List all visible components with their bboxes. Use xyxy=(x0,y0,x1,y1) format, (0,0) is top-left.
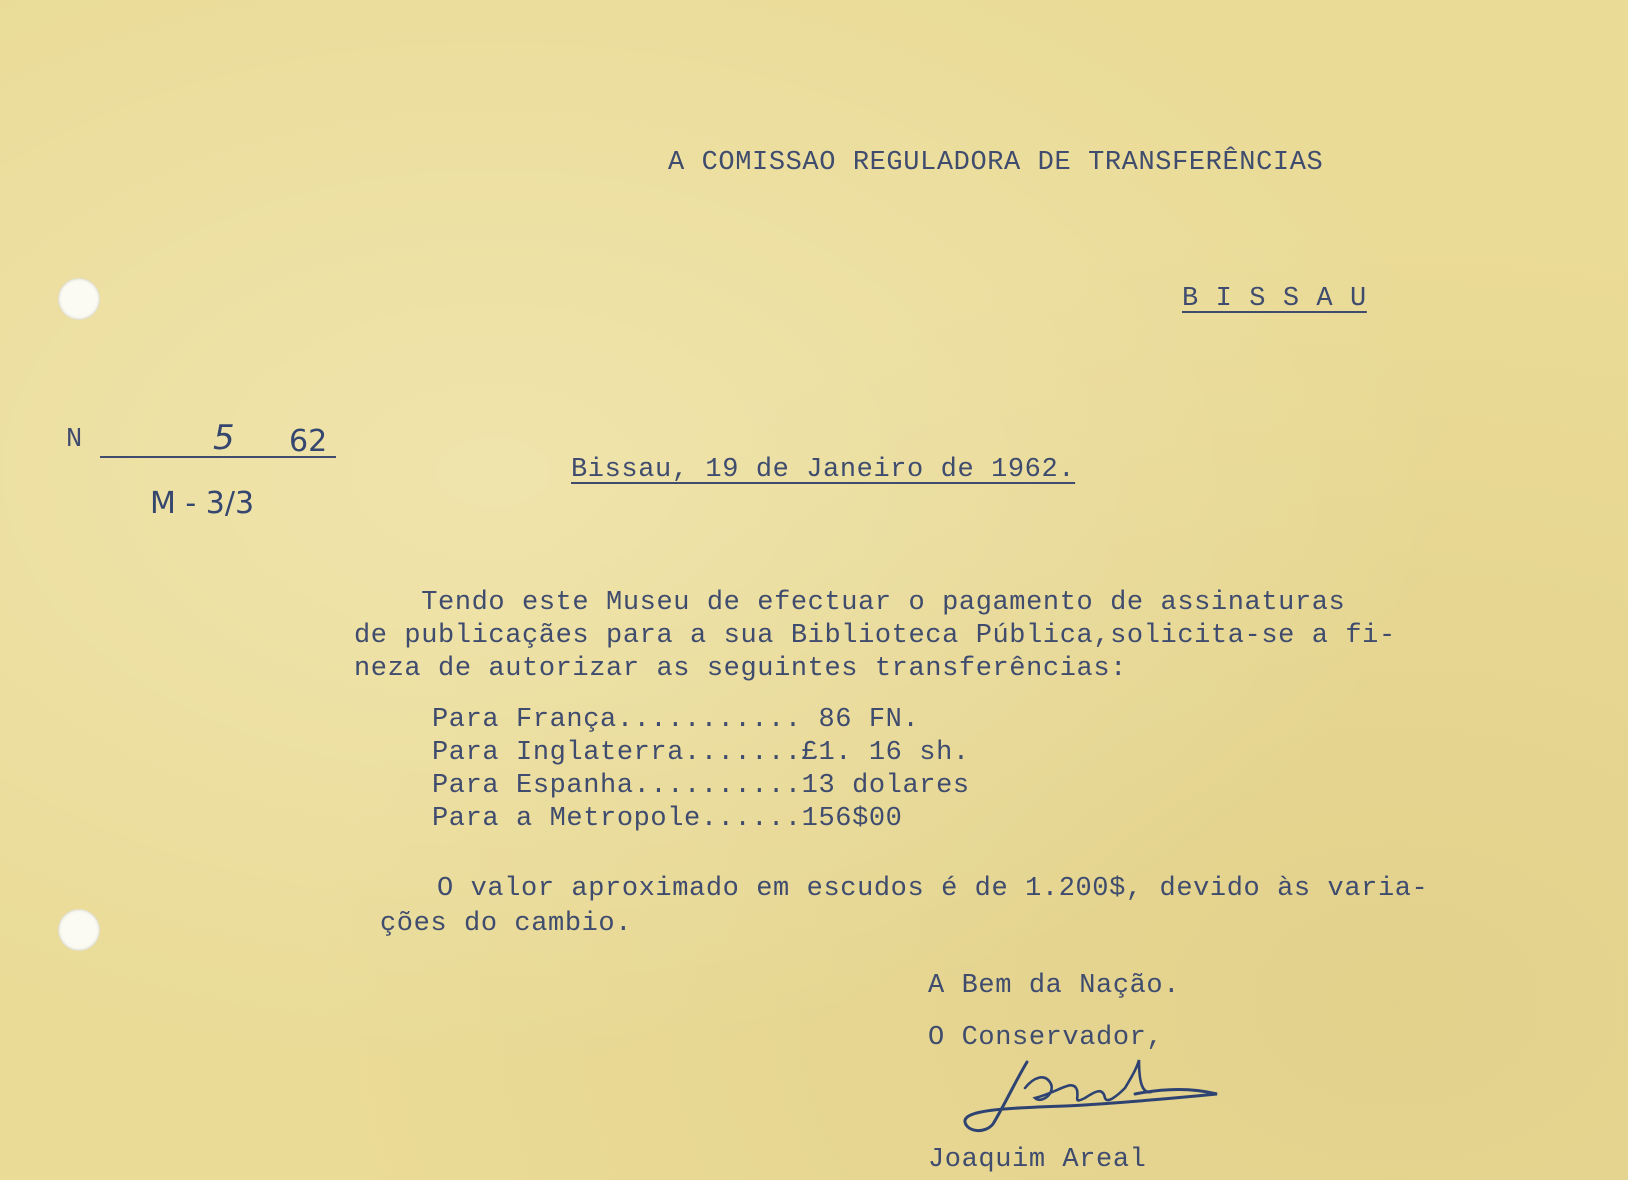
punch-hole-top xyxy=(58,278,100,320)
body-line: de publicaçães para a sua Biblioteca Pública,solicita-se a fi- xyxy=(354,621,1396,651)
punch-hole-bottom xyxy=(58,909,100,951)
date-line: Bissau, 19 de Janeiro de 1962. xyxy=(571,455,1076,485)
transfer-item: Para a Metropole......156$00 xyxy=(432,804,903,834)
reference-prefix: N xyxy=(66,425,83,455)
transfer-item: Para França........... 86 FN. xyxy=(432,705,920,735)
salutation: A Bem da Nação. xyxy=(928,971,1181,1001)
scan-edge xyxy=(1628,0,1643,1180)
transfer-item: Para Inglaterra.......£1. 16 sh. xyxy=(432,738,970,768)
signature xyxy=(955,1048,1235,1138)
closing-line: ções do cambio. xyxy=(380,909,633,939)
body-line: Tendo este Museu de efectuar o pagamento de assinaturas xyxy=(354,588,1346,618)
reference-handwritten-number: 5 xyxy=(213,418,235,458)
reference-year: 62 xyxy=(289,424,328,459)
reference-file-code: M - 3/3 xyxy=(150,486,255,521)
signer-name: Joaquim Areal xyxy=(928,1145,1147,1175)
location-heading: B I S S A U xyxy=(1182,284,1367,314)
addressee-line: A COMISSAO REGULADORA DE TRANSFERÊNCIAS xyxy=(668,148,1324,178)
transfer-item: Para Espanha..........13 dolares xyxy=(432,771,970,801)
closing-line: O valor aproximado em escudos é de 1.200$, devido às varia- xyxy=(437,874,1429,904)
body-line: neza de autorizar as seguintes transferências: xyxy=(354,654,1127,684)
signer-title: O Conservador, xyxy=(928,1023,1164,1053)
